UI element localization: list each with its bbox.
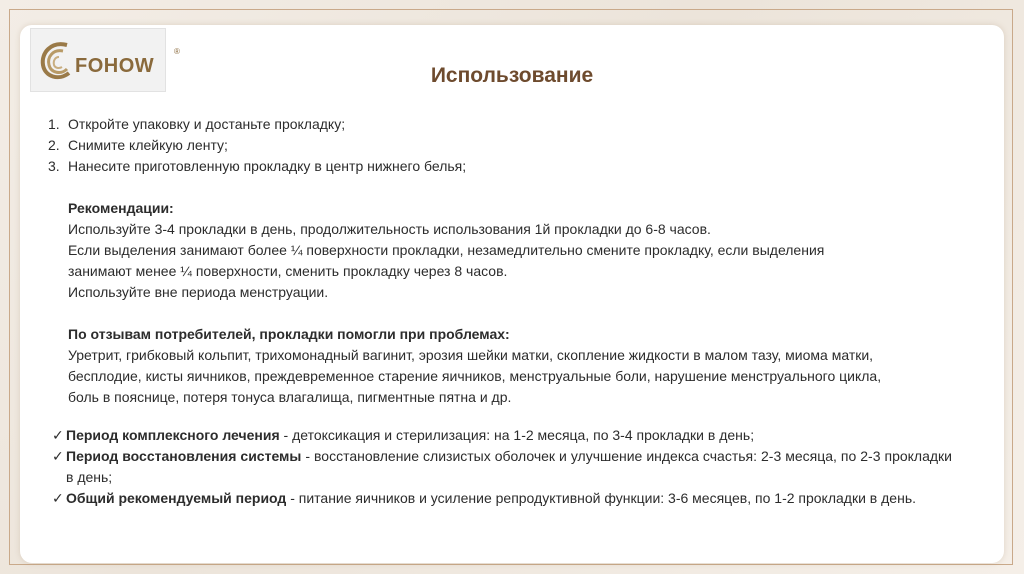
reviews-heading: По отзывам потребителей, прокладки помогли при проблемах:: [68, 326, 510, 342]
periods-list: [52, 425, 952, 509]
list-item: [48, 114, 984, 135]
step-text: Снимите клейкую ленту;: [68, 137, 228, 153]
period-description: - детоксикация и стерилизация: на 1-2 месяца, по 3-4 прокладки в день;: [279, 427, 755, 443]
recommendations-line: Если выделения занимают более ¼ поверхности прокладки, незамедлительно смените прокладку, если выделения: [68, 242, 825, 258]
check-icon: ✓: [52, 490, 64, 506]
recommendations-line: занимают менее ¼ поверхности, сменить прокладку через 8 часов.: [68, 263, 508, 279]
period-title: Период восстановления системы: [66, 448, 302, 464]
reviews-line: Уретрит, грибковый кольпит, трихомонадный вагинит, эрозия шейки матки, скопление жидкости в малом тазу, миома матки,: [68, 347, 874, 363]
step-text: Откройте упаковку и достаньте прокладку;: [68, 116, 346, 132]
logo-registered-mark: ®: [174, 47, 180, 56]
period-item: [52, 425, 952, 446]
reviews-line: бесплодие, кисты яичников, преждевременное старение яичников, менструальные боли, нарушение менструального цикла,: [68, 368, 882, 384]
page-title: Использование: [430, 64, 594, 87]
reviews-section: [68, 324, 984, 408]
recommendations-line: Используйте 3-4 прокладки в день, продолжительность использования 1й прокладки до 6-8 часов.: [68, 221, 711, 237]
list-item: [48, 156, 984, 177]
period-title: Общий рекомендуемый период: [66, 490, 287, 506]
logo-text: FOHOW: [75, 55, 155, 77]
main-content: [48, 114, 984, 408]
reviews-line: боль в пояснице, потеря тонуса влагалища, пигментные пятна и др.: [68, 389, 512, 405]
recommendations-section: [68, 198, 984, 303]
check-icon: ✓: [52, 448, 64, 464]
period-item: [52, 488, 952, 509]
period-item: [52, 446, 952, 488]
step-text: Нанесите приготовленную прокладку в центр нижнего белья;: [68, 158, 467, 174]
steps-list: [48, 114, 984, 177]
recommendations-heading: Рекомендации:: [68, 200, 174, 216]
list-item: [48, 135, 984, 156]
period-description: - питание яичников и усиление репродуктивной функции: 3-6 месяцев, по 1-2 прокладки в день.: [286, 490, 916, 506]
period-description: - восстановление слизистых оболочек и улучшение индекса счастья: 2-3 месяца, по 2-3 прокладки в день;: [66, 448, 952, 485]
step-number: 3.: [48, 158, 60, 174]
step-number: 1.: [48, 116, 60, 132]
step-number: 2.: [48, 137, 60, 153]
check-icon: ✓: [52, 427, 64, 443]
period-title: Период комплексного лечения: [66, 427, 280, 443]
recommendations-line: Используйте вне периода менструации.: [68, 284, 329, 300]
